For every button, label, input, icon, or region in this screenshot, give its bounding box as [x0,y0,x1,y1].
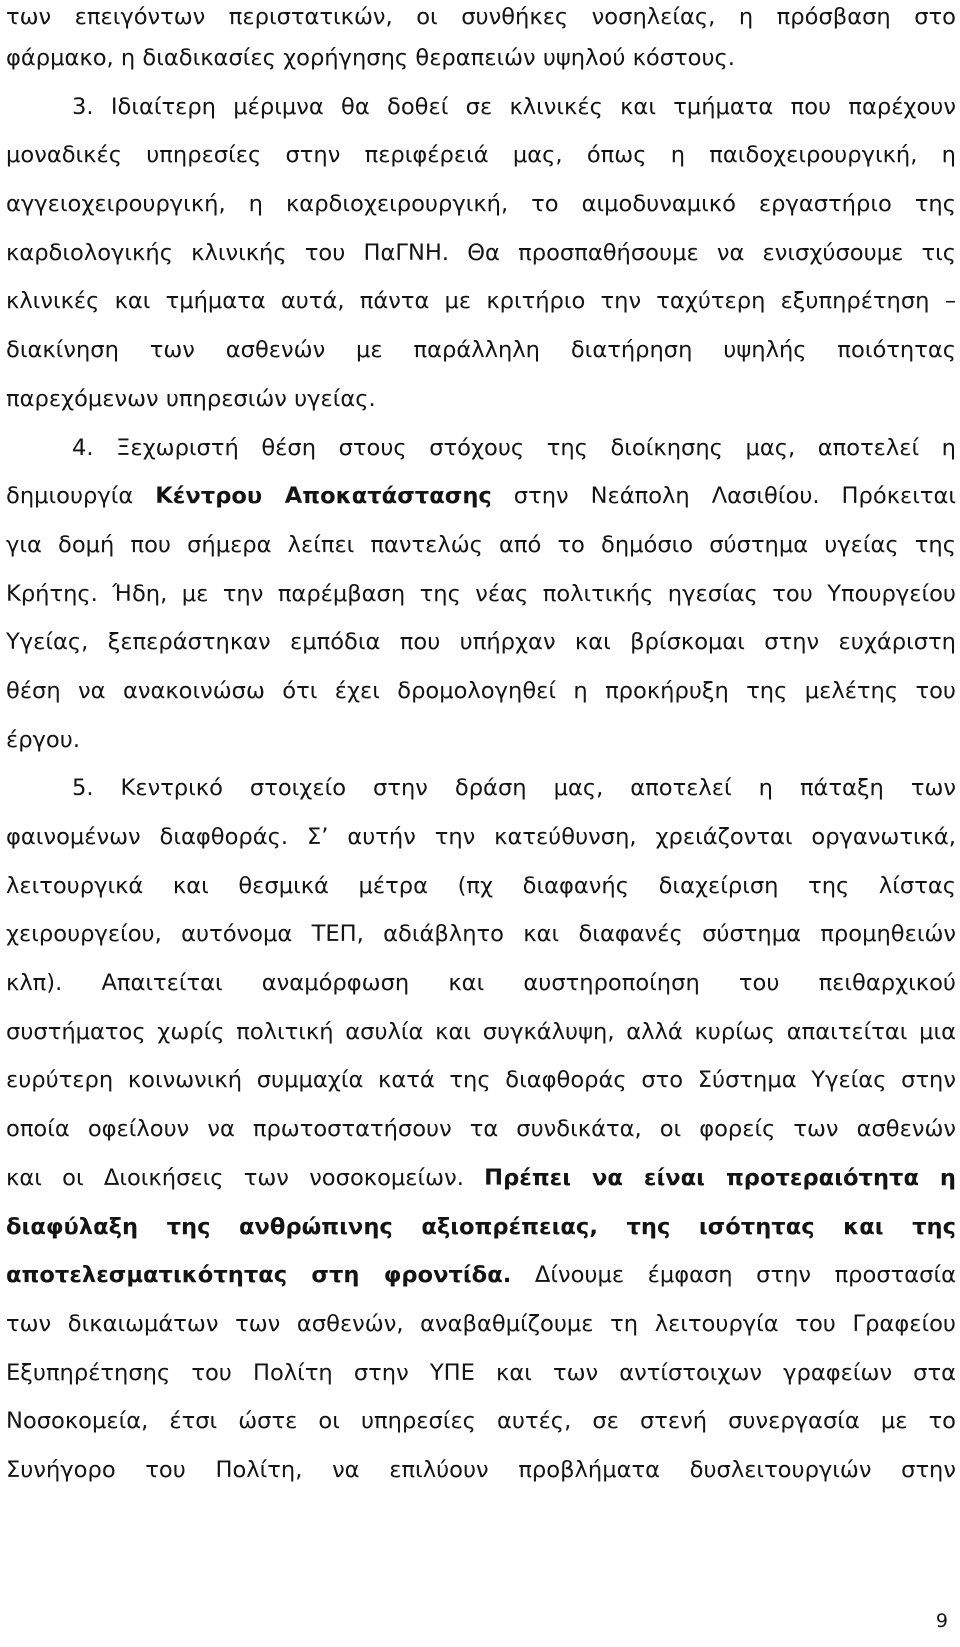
text-line: κλινικές και τμήματα αυτά, πάντα με κριτήριο την ταχύτερη εξυπηρέτηση – [6,288,956,315]
text-line-with-bold [6,472,956,521]
text-line: των δικαιωμάτων των ασθενών, αναβαθμίζουμε τη λειτουργία του Γραφείου [6,1310,956,1337]
text-run: και οι Διοικήσεις των νοσοκομείων. [6,1164,485,1191]
numbered-item-4-start: 4. Ξεχωριστή θέση στους στόχους της διοίκησης μας, αποτελεί η [72,434,956,461]
text-line: συστήματος χωρίς πολιτική ασυλία και συγκάλυψη, αλλά κυρίως απαιτείται μια [6,1018,956,1045]
text-line: των επειγόντων περιστατικών, οι συνθήκες νοσηλείας, η πρόσβαση στο [6,4,956,30]
bold-text-run: διαφύλαξη της ανθρώπινης αξιοπρέπειας, της ισότητας και της [6,1213,956,1240]
text-line: οποία οφείλουν να πρωτοστατήσουν τα συνδικάτα, οι φορείς των ασθενών [6,1116,956,1143]
text-line: καρδιολογικής κλινικής του ΠαΓΝΗ. Θα προσπαθήσουμε να ενισχύσουμε τις [6,239,956,266]
text-line-with-bold [6,1154,956,1203]
text-line: κλπ). Απαιτείται αναμόρφωση και αυστηροποίηση του πειθαρχικού [6,970,956,997]
numbered-item-5-start: 5. Κεντρικό στοιχείο στην δράση μας, αποτελεί η πάταξη των [72,775,956,802]
text-line: διακίνηση των ασθενών με παράλληλη διατήρηση υψηλής ποιότητας [6,337,956,364]
text-line: Κρήτης. Ήδη, με την παρέμβαση της νέας πολιτικής ηγεσίας του Υπουργείου [6,580,956,607]
text-line: φαινομένων διαφθοράς. Σ’ αυτήν την κατεύθυνση, χρειάζονται οργανωτικά, [6,824,956,850]
bold-text-line [6,1203,956,1252]
text-line: χειρουργείου, αυτόνομα ΤΕΠ, αδιάβλητο και διαφανές σύστημα προμηθειών [6,921,956,948]
text-line: φάρμακο, η διαδικασίες χορήγησης θεραπειών υψηλού κόστους. [6,45,735,71]
text-run: δημιουργία [6,483,156,510]
text-line-with-bold [6,1251,956,1300]
text-line: ευρύτερη κοινωνική συμμαχία κατά της διαφθοράς στο Σύστημα Υγείας στην [6,1067,956,1094]
bold-text-run: Κέντρου Αποκατάστασης [155,483,492,510]
text-run: Δίνουμε έμφαση στην προστασία [511,1262,956,1289]
text-line: έργου. [6,726,81,753]
bold-text-run: αποτελεσματικότητας στη φροντίδα. [6,1262,512,1289]
text-line: θέση να ανακοινώσω ότι έχει δρομολογηθεί η προκήρυξη της μελέτης του [6,677,956,704]
text-line: για δομή που σήμερα λείπει παντελώς από το δημόσιο σύστημα υγείας της [6,531,956,558]
text-run: στην Νεάπολη Λασιθίου. Πρόκειται [491,483,956,510]
document-page [6,0,956,1495]
text-line: αγγειοχειρουργική, η καρδιοχειρουργική, το αιμοδυναμικό εργαστήριο της [6,191,956,218]
text-line: Εξυπηρέτησης του Πολίτη στην ΥΠΕ και των αντίστοιχων γραφείων στα [6,1359,956,1386]
text-line: Υγείας, ξεπεράστηκαν εμπόδια που υπήρχαν και βρίσκομαι στην ευχάριστη [6,629,956,656]
numbered-item-3-start: 3. Ιδιαίτερη μέριμνα θα δοθεί σε κλινικές και τμήματα που παρέχουν [72,93,956,120]
text-line: Νοσοκομεία, έτσι ώστε οι υπηρεσίες αυτές, σε στενή συνεργασία με το [6,1408,956,1435]
page-number: 9 [935,1610,948,1632]
text-line: παρεχόμενων υπηρεσιών υγείας. [6,385,376,412]
bold-text-run: Πρέπει να είναι προτεραιότητα η [484,1164,956,1191]
text-line: Συνήγορο του Πολίτη, να επιλύουν προβλήματα δυσλειτουργιών στην [6,1456,956,1483]
text-line: λειτουργικά και θεσμικά μέτρα (πχ διαφανής διαχείριση της λίστας [6,872,956,899]
text-line: μοναδικές υπηρεσίες στην περιφέρειά μας, όπως η παιδοχειρουργική, η [6,142,956,169]
